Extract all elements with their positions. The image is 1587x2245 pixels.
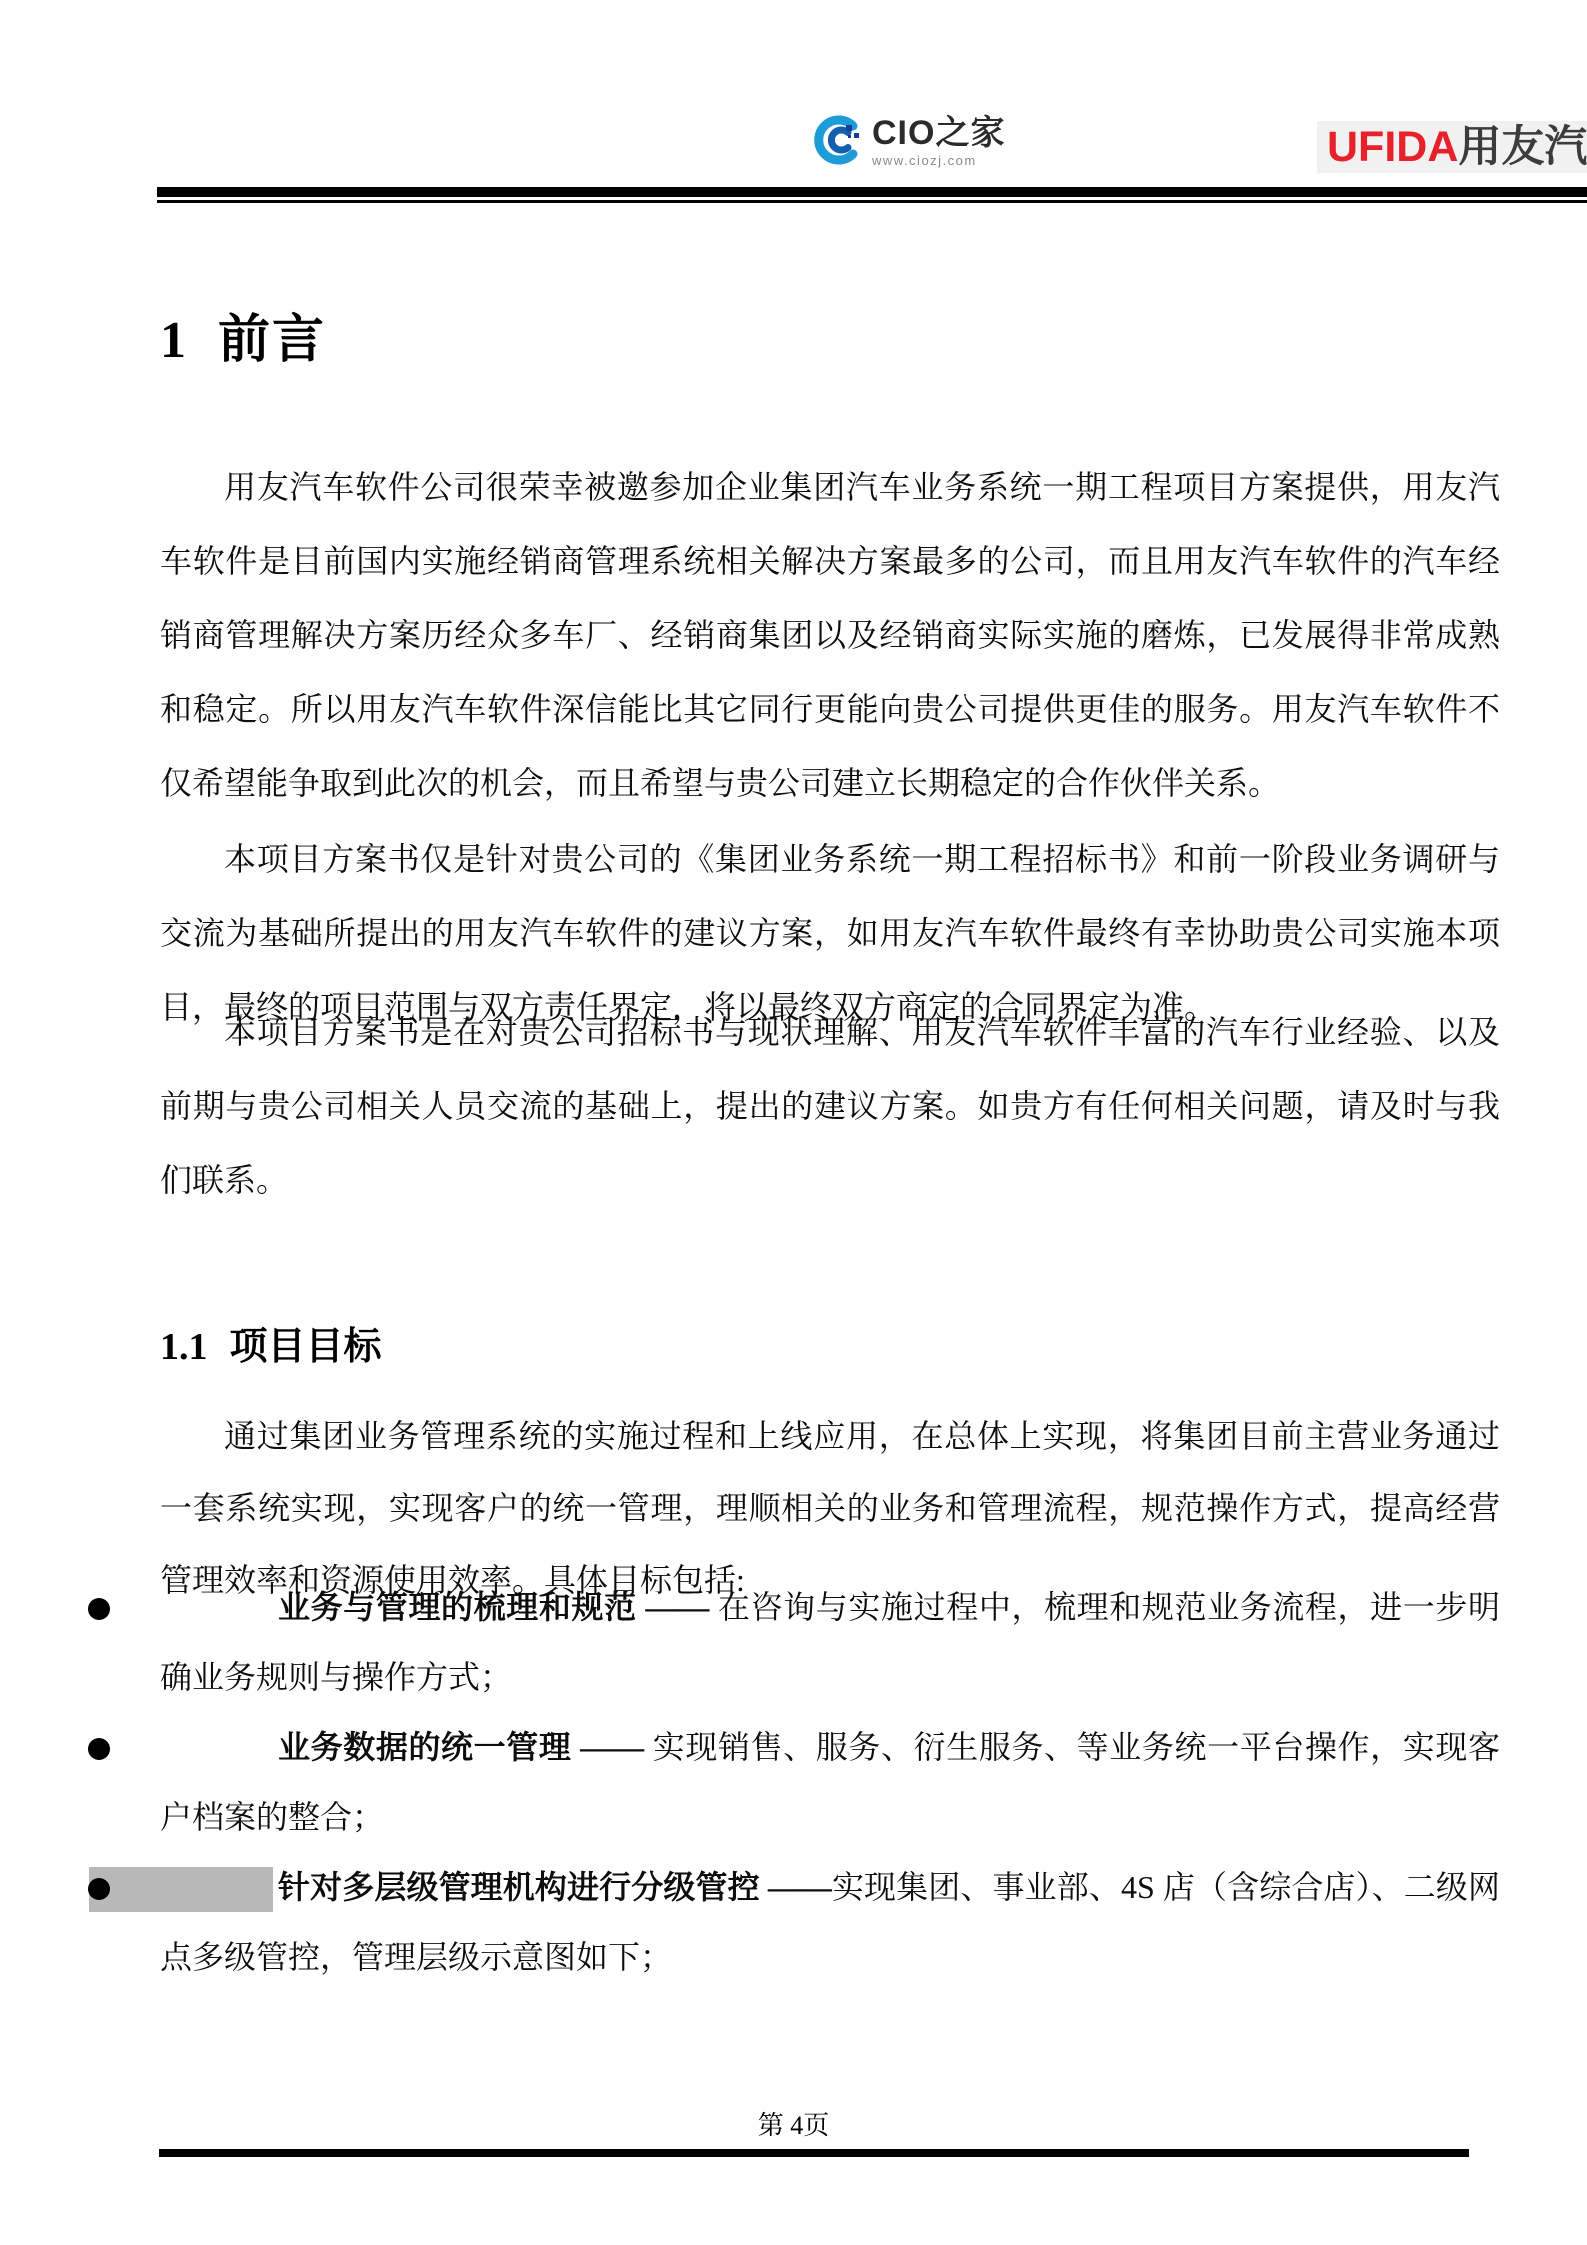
bullet-2-text: 实现销售、服务、衍生服务、等业务统一平台操作，实现客户档案的整合；	[160, 1729, 1500, 1835]
paragraph-1: 用友汽车软件公司很荣幸被邀参加企业集团汽车业务系统一期工程项目方案提供，用友汽车软件是目前国内实施经销商管理系统相关解决方案最多的公司，而且用友汽车软件的汽车经销商管理解决方案历经众多车厂、经销商集团以及经销商实际实施的磨炼，已发展得非常成熟和稳定。所以用友汽车软件深信能比其它同行更能向贵公司提供更佳的服务。用友汽车软件不仅希望能争取到此次的机会，而且希望与贵公司建立长期稳定的合作伙伴关系。	[160, 469, 1500, 801]
section-label: 项目目标	[229, 1325, 382, 1368]
cio-logo-url: www.ciozj.com	[872, 153, 977, 168]
chapter-number: 1	[160, 311, 188, 369]
bullet-icon	[88, 1738, 110, 1760]
bullet-icon	[88, 1598, 110, 1620]
section-intro-paragraph: 通过集团业务管理系统的实施过程和上线应用，在总体上实现，将集团目前主营业务通过一套系统实现，实现客户的统一管理，理顺相关的业务和管理流程，规范操作方式，提高经营管理效率和资源使用效率。具体目标包括:	[160, 1418, 1500, 1598]
bullet-3-dash: ——	[759, 1869, 832, 1905]
cio-c-icon	[810, 110, 862, 170]
redaction-highlight	[89, 1867, 273, 1912]
bullet-item-2	[160, 1712, 1500, 1852]
cio-logo	[810, 110, 1005, 170]
cio-logo-text	[872, 110, 1005, 168]
paragraph-3: 本项目方案书是在对贵公司招标书与现状理解、用友汽车软件丰富的汽车行业经验、以及前期与贵公司相关人员交流的基础上，提出的建议方案。如贵方有任何相关问题，请及时与我们联系。	[160, 1014, 1500, 1198]
chapter-label: 前言	[218, 311, 327, 369]
bullet-1-label: 业务与管理的梳理和规范	[278, 1589, 637, 1625]
bullet-1-dash: ——	[636, 1589, 718, 1625]
bullet-icon	[88, 1878, 110, 1900]
ufida-logo-cjk: 用友汽	[1458, 123, 1587, 171]
bullet-3-label: 针对多层级管理机构进行分级管控	[278, 1869, 760, 1905]
ufida-logo-latin: UFIDA	[1327, 123, 1459, 171]
section-title	[160, 1315, 382, 1370]
bullet-2-dash: ——	[571, 1729, 653, 1765]
ufida-logo	[1317, 121, 1587, 173]
bullet-item-3	[160, 1852, 1500, 1992]
bullet-3-text: 实现集团、事业部、4S 店（含综合店）、二级网点多级管控，管理层级示意图如下；	[160, 1869, 1500, 1975]
page-number: 第 4页	[757, 2111, 830, 2140]
cio-logo-name: CIO之家	[872, 114, 1006, 152]
bullet-2-label: 业务数据的统一管理	[278, 1729, 572, 1765]
header-divider	[157, 187, 1587, 203]
chapter-title	[160, 297, 326, 372]
paragraph-2: 本项目方案书仅是针对贵公司的《集团业务系统一期工程招标书》和前一阶段业务调研与交流为基础所提出的用友汽车软件的建议方案，如用友汽车软件最终有幸协助贵公司实施本项目，最终的项目范围与双方责任界定，将以最终双方商定的合同界定为准。	[160, 841, 1500, 1025]
footer-divider	[159, 2149, 1469, 2157]
bullet-item-1	[160, 1572, 1500, 1712]
bullet-1-text: 在咨询与实施过程中，梳理和规范业务流程，进一步明确业务规则与操作方式；	[160, 1589, 1500, 1695]
section-number: 1.1	[160, 1325, 208, 1368]
